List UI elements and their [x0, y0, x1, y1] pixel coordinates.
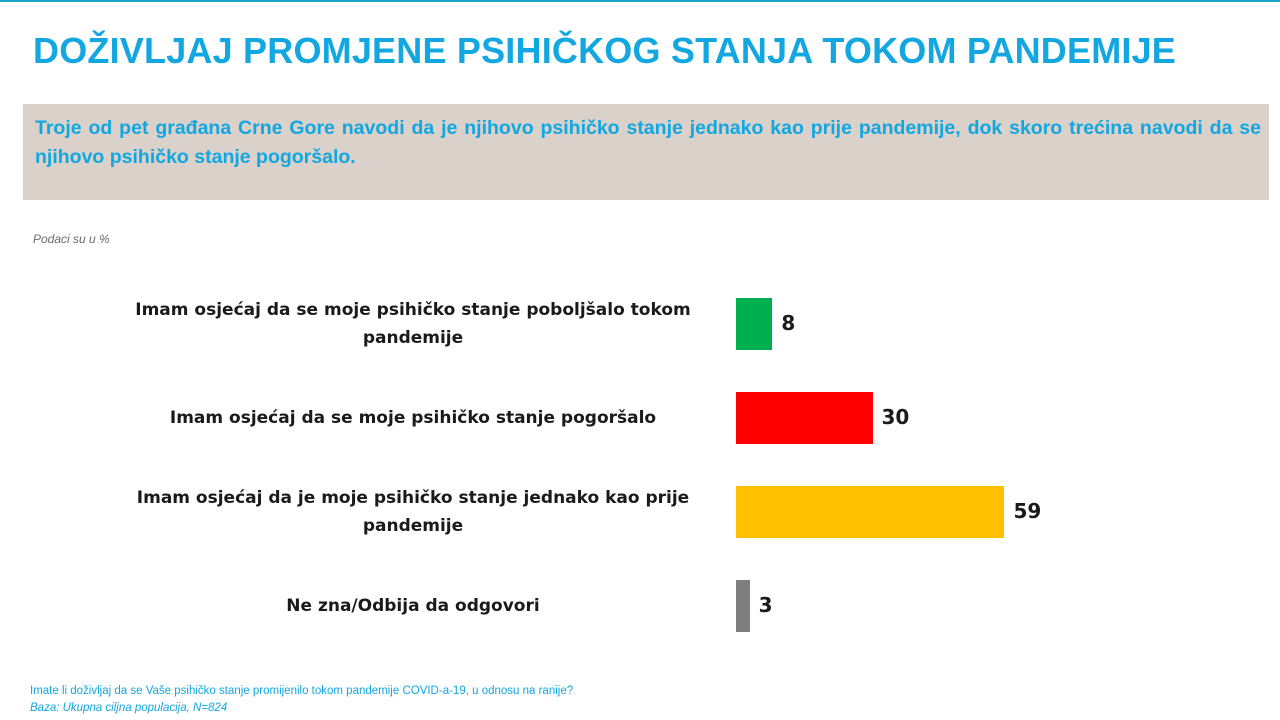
sample-base: Baza: Ukupna ciljna populacija, N=824 [30, 702, 228, 714]
category-label [113, 388, 713, 448]
top-accent-rule [0, 0, 1280, 2]
category-label-text: Imam osjećaj da se moje psihičko stanje pogoršalo [169, 408, 657, 428]
bar [736, 486, 1004, 538]
summary-box [23, 104, 1269, 200]
summary-text: Troje od pet građana Crne Gore navodi da je njihovo psihičko stanje jednako kao prije pandemije, dok skoro trećina navodi da se njihovo psihičko stanje pogoršalo. [35, 117, 1261, 168]
data-label: 30 [881, 405, 910, 429]
units-note: Podaci su u % [33, 232, 110, 246]
category-label [113, 294, 713, 354]
survey-question: Imate li doživljaj da se Vaše psihičko stanje promijenilo tokom pandemije COVID-a-19, u odnosu na ranije? [30, 685, 574, 697]
category-label-text: Imam osjećaj da je moje psihičko stanje jednako kao prije pandemije [136, 488, 690, 536]
bar-chart [0, 260, 1280, 660]
category-label [113, 482, 713, 542]
data-label: 3 [758, 593, 773, 617]
bar [736, 392, 873, 444]
category-label-text: Ne zna/Odbija da odgovori [286, 596, 540, 616]
data-label: 8 [781, 311, 796, 335]
category-label [113, 576, 713, 636]
category-label-text: Imam osjećaj da se moje psihičko stanje poboljšalo tokom pandemije [135, 300, 691, 348]
slide-title: DOŽIVLJAJ PROMJENE PSIHIČKOG STANJA TOKOM PANDEMIJE [33, 30, 1177, 71]
bar [736, 580, 750, 632]
data-label: 59 [1013, 499, 1042, 523]
bar [736, 298, 772, 350]
